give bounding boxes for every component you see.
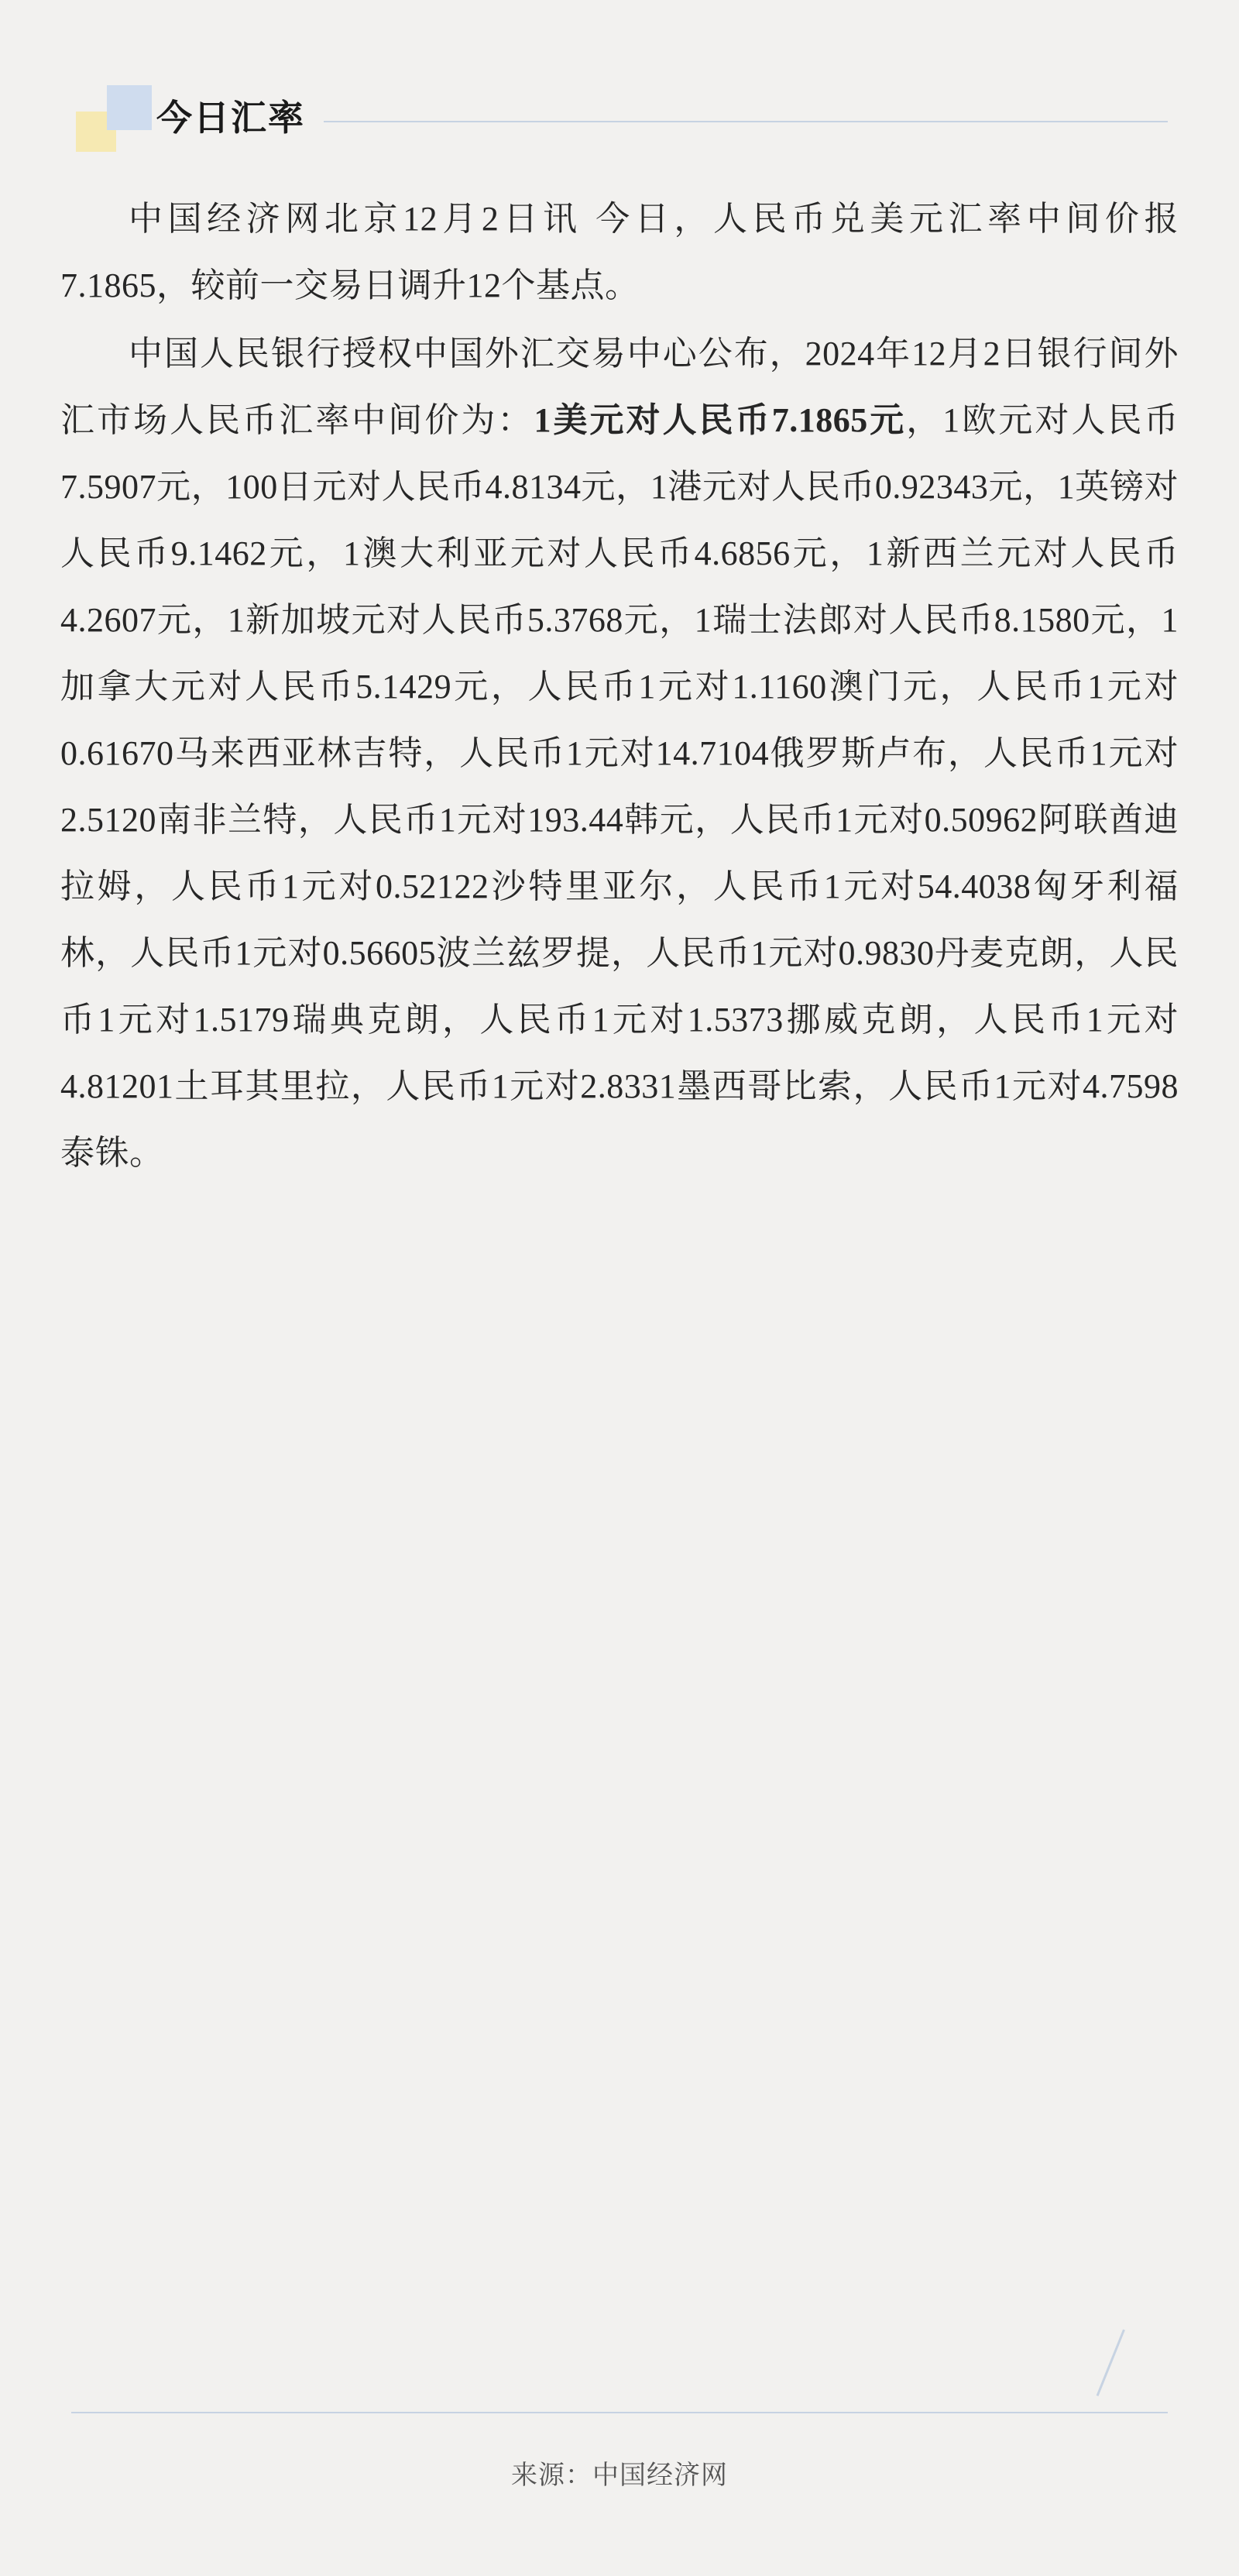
page-footer: [0, 2320, 1239, 2576]
page-title: 今日汇率: [156, 98, 305, 138]
paragraph-rates-highlight: 1美元对人民币7.1865元: [534, 401, 907, 439]
slash-decoration-icon: [1100, 2330, 1146, 2392]
paragraph-lead: 中国经济网北京12月2日讯 今日，人民币兑美元汇率中间价报7.1865，较前一交易日调升12个基点。: [60, 200, 1179, 304]
paragraph-rates: [60, 321, 1179, 1187]
header-decoration: [71, 84, 156, 155]
page-header: [0, 0, 1239, 155]
paragraph-rates-intro: 中国人民银行授权中国外汇交易中心公布，2024年12月2日银行间外汇市场人民币汇率中间价为：: [60, 335, 1179, 439]
article-body: [0, 155, 1239, 1187]
footer-divider: [71, 2412, 1168, 2413]
blue-square-icon: [107, 85, 152, 130]
paragraph-rates-list: ，1欧元对人民币7.5907元，100日元对人民币4.8134元，1港元对人民币0.92343元，1英镑对人民币9.1462元，1澳大利亚元对人民币4.6856元，1新西兰元对人民币4.2607元，1新加坡元对人民币5.3768元，1瑞士法郎对人民币8.1580元，1加拿大元对人民币5.1429元，人民币1元对1.1160澳门元，人民币1元对0.61670马来西亚林吉特，人民币1元对14.7104俄罗斯卢布，人民币1元对2.5120南非兰特，人民币1元对193.44韩元，人民币1元对0.50962阿联酋迪拉姆，人民币1元对0.52122沙特里亚尔，人民币1元对54.4038匈牙利福林，人民币1元对0.56605波兰兹罗提，人民币1元对0.9830丹麦克朗，人民币1元对1.5179瑞典克朗，人民币1元对1.5373挪威克朗，人民币1元对4.81201土耳其里拉，人民币1元对2.8331墨西哥比索，人民币1元对4.7598泰铢。: [60, 401, 1179, 1172]
source-label: 来源：中国经济网: [511, 2461, 728, 2490]
header-divider: [324, 121, 1168, 122]
